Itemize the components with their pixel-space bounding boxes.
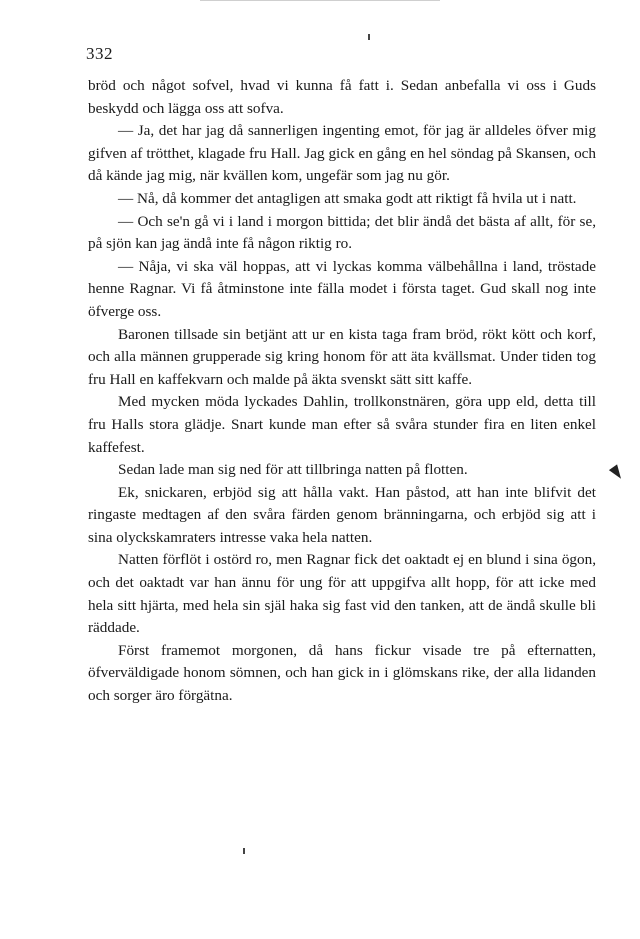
- top-edge-line: [200, 0, 440, 1]
- paragraph-continuation: bröd och något sofvel, hvad vi kunna få fatt i. Sedan anbefalla vi oss i Guds beskydd och lägga oss att sofva.: [88, 77, 596, 117]
- paragraph: Sedan lade man sig ned för att tillbringa natten på flotten.: [118, 461, 468, 479]
- page-number: 332: [86, 44, 113, 63]
- paragraph: — Nå, då kommer det antagligen att smaka godt att riktigt få hvila ut i natt.: [118, 189, 577, 207]
- paragraph: Först framemot morgonen, då hans fickur visade tre på efternatten, öfverväldigade honom sömnen, och han gick in i glömskans rike, der alla lidanden och sorger äro förgätna.: [88, 641, 596, 705]
- paragraph: Med mycken möda lyckades Dahlin, trollkonstnären, göra upp eld, detta till fru Halls stora glädje. Snart kunde man efter så svåra stunder fira en liten enkel kaffefest.: [88, 393, 596, 456]
- ink-speck-icon: [368, 34, 370, 40]
- paragraph: — Och se'n gå vi i land i morgon bittida; det blir ändå det bästa af allt, för se, på sjön kan jag ändå inte få någon riktig ro.: [88, 212, 596, 253]
- paragraph: — Nåja, vi ska väl hoppas, att vi lyckas komma välbehållna i land, tröstade henne Ragnar. Vi få åtminstone inte fälla modet i första taget. Gud skall nog inte öfverge oss.: [88, 257, 596, 320]
- paragraph: Ek, snickaren, erbjöd sig att hålla vakt. Han påstod, att han inte blifvit det ringaste medtagen af den svåra färden genom bränningarna, och erbjöd sig att i sina olyckskamraters intresse vaka hela natten.: [88, 483, 596, 546]
- paragraph: Baronen tillsade sin betjänt att ur en kista taga fram bröd, rökt kött och korf, och alla männen grupperade sig kring honom för att äta kvällsmat. Under tiden tog fru Hall en kaffekvarn och malde på äkta svenskt sätt sitt kaffe.: [88, 325, 596, 388]
- ink-speck-icon: [243, 848, 245, 854]
- paragraph: Natten förflöt i ostörd ro, men Ragnar fick det oaktadt ej en blund i sina ögon, och det oaktadt var han ännu för ung för att uppgifva allt hopp, för att icke med hela sitt hjärta, med hela sin själ haka sig fast vid den tanken, att de ändå skulle bli räddade.: [88, 551, 596, 637]
- ink-mark-icon: [609, 464, 625, 481]
- body-text: [88, 75, 596, 708]
- paragraph: — Ja, det har jag då sannerligen ingenting emot, för jag är alldeles öfver mig gifven af trötthet, klagade fru Hall. Jag gick en gång en hel söndag på Skansen, och då kände jag mig, när kvällen kom, ungefär som jag nu gör.: [88, 122, 596, 185]
